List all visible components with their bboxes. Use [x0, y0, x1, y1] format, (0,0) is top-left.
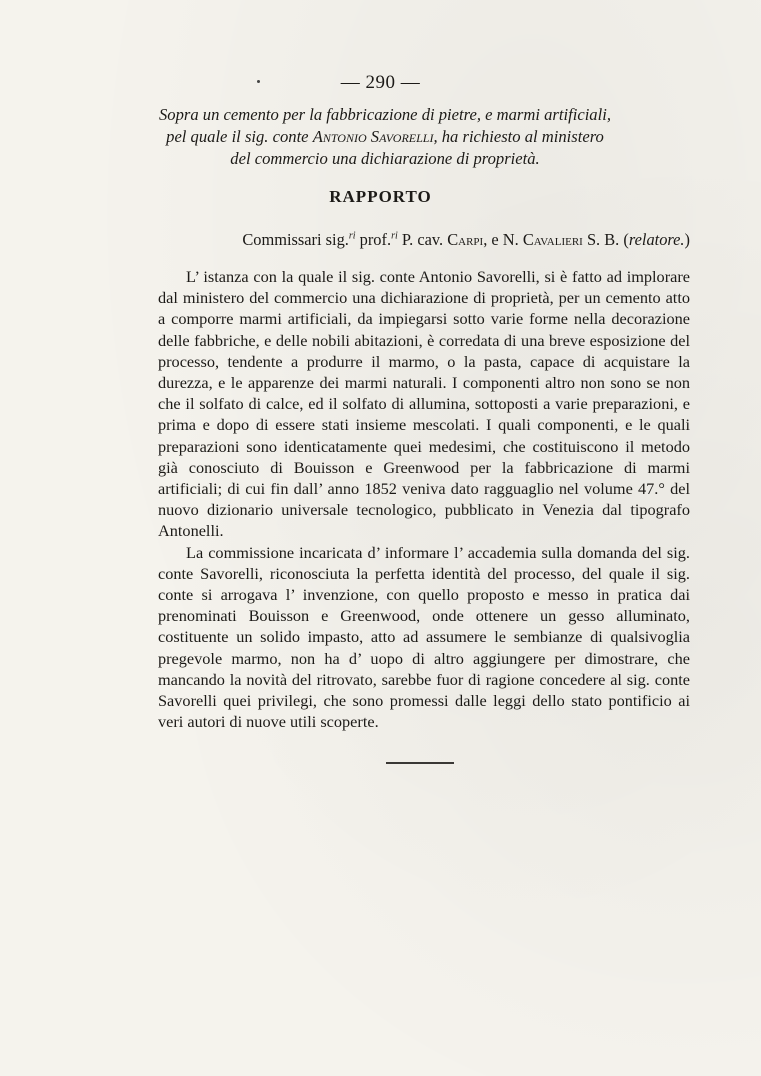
report-heading: RAPPORTO [329, 187, 432, 206]
commissioner-name-cavalieri: Cavalieri [522, 230, 583, 249]
commissioners-sup-2: ri [391, 230, 398, 242]
commissioners-sb: S. B. ( [582, 230, 629, 249]
section-end-rule [386, 762, 454, 764]
commissioners-prefix: Commissari sig. [242, 230, 349, 249]
commissioners-prof: prof. [355, 230, 392, 249]
commissioners-line [150, 230, 690, 250]
article-subtitle [150, 104, 620, 170]
report-body [158, 266, 690, 732]
commissioners-sup-1: ri [348, 230, 356, 242]
paragraph-2: La commissione incaricata d’ informare l’ accademia sulla domanda del sig. conte Savorelli, riconosciuta la perfetta identità del processo, del quale il sig. conte si arrogava l’ invenzione, con quello proposto e messo in pratica dai prenominati Bouisson e Greenwood, onde ottenere un gesso alluminato, costituente un solido impasto, atto ad assumere le sembianze di qualsivoglia pregevole marmo, non ha d’ uopo di altro aggiungere per dimostrare, che mancando la novità del ritrovato, sarebbe fuor di ragione concedere al sig. conte Savorelli quei privilegi, che sono promessi dalle leggi dello stato pontificio ai veri autori di nuove utili scoperte. [158, 542, 690, 732]
subtitle-line-2-end: , ha richiesto al ministero [433, 127, 604, 146]
page-number: — 290 — [340, 72, 421, 93]
subtitle-author-name: Antonio Savorelli [312, 127, 434, 146]
commissioners-and: , e N. [483, 230, 523, 249]
commissioners-role: relatore. [628, 230, 685, 249]
commissioners-close: ) [684, 230, 690, 249]
subtitle-line-1: Sopra un cemento per la fabbricazione di pietre, e marmi artificiali, [159, 105, 611, 124]
commissioner-name-carpi: Carpi [447, 230, 484, 249]
paragraph-1: L’ istanza con la quale il sig. conte Antonio Savorelli, si è fatto ad implorare dal ministero del commercio una dichiarazione di proprietà, per un cemento atto a comporre marmi artificiali, da impiegarsi sotto varie forme nella decorazione delle fabbriche, e delle nobili abitazioni, è corredata di una breve esposizione del processo, tendente a produrre il marmo, o la pasta, capace di acquistare la durezza, e le apparenze dei marmi naturali. I componenti altro non sono se non che il solfato di calce, ed il solfato di allumina, sottoposti a varie preparazioni, e prima e dopo di essere stati insieme mescolati. I quali componenti, e le quali preparazioni sono identicatamente quei medesimi, che costituiscono il metodo già conosciuto di Bouisson e Greenwood per la fabbricazione di marmi artificiali; di cui fin dall’ anno 1852 veniva dato ragguaglio nel volume 47.° del nuovo dizionario universale tecnologico, pubblicato in Venezia dal tipografo Antonelli. [158, 267, 690, 541]
subtitle-line-3: del commercio una dichiarazione di proprietà. [230, 149, 540, 168]
commissioners-cav: P. cav. [397, 230, 448, 249]
subtitle-line-2-start: pel quale il sig. conte [166, 127, 313, 146]
